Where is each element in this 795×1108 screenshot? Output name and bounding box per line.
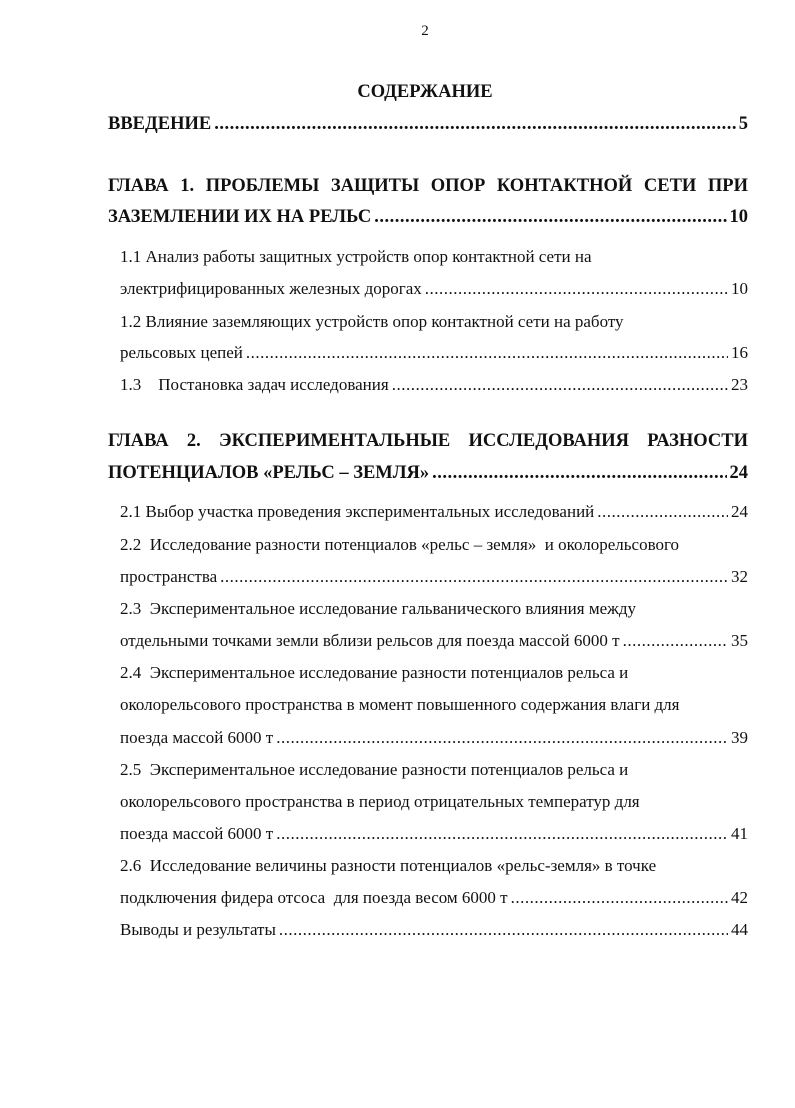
entry-title: подключения фидера отсоса для поезда весом 6000 т <box>120 888 508 907</box>
page-title: СОДЕРЖАНИЕ <box>357 82 493 102</box>
entry-title: ЗАЗЕМЛЕНИИ ИХ НА РЕЛЬС <box>108 207 372 227</box>
dot-leader <box>220 566 728 588</box>
dot-leader <box>432 462 726 484</box>
toc-s2-3-line1[interactable]: 2.3 Экспериментальное исследование гальванического влияния между <box>120 599 637 618</box>
entry-page: 10 <box>729 207 748 227</box>
dot-leader <box>623 630 728 652</box>
entry-page: 39 <box>731 728 748 747</box>
entry-page: 42 <box>731 888 748 907</box>
toc-conclusions[interactable] <box>120 919 748 941</box>
toc-s2-5-line3[interactable] <box>120 823 748 845</box>
dot-leader <box>392 374 728 396</box>
entry-title: ПОТЕНЦИАЛОВ «РЕЛЬС – ЗЕМЛЯ» <box>108 463 430 483</box>
entry-page: 23 <box>731 375 748 394</box>
toc-s2-6-line1[interactable]: 2.6 Исследование величины разности потенциалов «рельс-земля» в точке <box>120 856 657 875</box>
toc-s2-2-line1[interactable]: 2.2 Исследование разности потенциалов «рельс – земля» и околорельсового <box>120 535 680 554</box>
dot-leader <box>246 342 728 364</box>
dot-leader <box>276 823 728 845</box>
entry-page: 16 <box>731 343 748 362</box>
entry-title: поезда массой 6000 т <box>120 824 274 843</box>
page-number: 2 <box>421 23 429 39</box>
toc-entry-intro[interactable] <box>108 113 748 135</box>
toc-s2-5-line1[interactable]: 2.5 Экспериментальное исследование разности потенциалов рельса и <box>120 760 629 779</box>
toc-s2-2-line2[interactable] <box>120 566 748 588</box>
entry-page: 35 <box>731 631 748 650</box>
dot-leader <box>276 727 728 749</box>
dot-leader <box>214 113 736 135</box>
toc-s1-2-line1[interactable]: 1.2 Влияние заземляющих устройств опор контактной сети на работу <box>120 312 624 331</box>
dot-leader <box>425 278 728 300</box>
entry-page: 10 <box>731 279 748 298</box>
entry-page: 24 <box>729 463 748 483</box>
entry-page: 41 <box>731 824 748 843</box>
entry-title: рельсовых цепей <box>120 343 243 362</box>
toc-s2-4-line1[interactable]: 2.4 Экспериментальное исследование разности потенциалов рельса и <box>120 663 629 682</box>
entry-title: пространства <box>120 567 218 586</box>
entry-title: Выводы и результаты <box>120 920 276 939</box>
entry-title: отдельными точками земли вблизи рельсов для поезда массой 6000 т <box>120 631 620 650</box>
toc-s2-4-line2[interactable]: околорельсового пространства в момент повышенного содержания влаги для <box>120 695 680 714</box>
toc-chapter1-line2[interactable] <box>108 206 748 228</box>
entry-title: 1.3 Постановка задач исследования <box>120 375 389 394</box>
entry-page: 5 <box>738 114 748 134</box>
toc-s1-2-line2[interactable] <box>120 342 748 364</box>
entry-title: электрифицированных железных дорогах <box>120 279 422 298</box>
entry-title: ВВЕДЕНИЕ <box>108 114 212 134</box>
dot-leader <box>374 206 726 228</box>
entry-page: 24 <box>731 502 748 521</box>
toc-s2-5-line2[interactable]: околорельсового пространства в период отрицательных температур для <box>120 792 640 811</box>
dot-leader <box>597 501 728 523</box>
toc-s1-1-line2[interactable] <box>120 278 748 300</box>
toc-s1-1-line1[interactable]: 1.1 Анализ работы защитных устройств опор контактной сети на <box>120 247 592 266</box>
entry-page: 32 <box>731 567 748 586</box>
entry-title: 2.1 Выбор участка проведения экспериментальных исследований <box>120 502 595 521</box>
dot-leader <box>511 887 728 909</box>
toc-chapter1-line1[interactable]: ГЛАВА 1. ПРОБЛЕМЫ ЗАЩИТЫ ОПОР КОНТАКТНОЙ СЕТИ ПРИ <box>108 176 748 196</box>
entry-title: поезда массой 6000 т <box>120 728 274 747</box>
toc-s1-3[interactable] <box>120 374 748 396</box>
toc-chapter2-line1[interactable]: ГЛАВА 2. ЭКСПЕРИМЕНТАЛЬНЫЕ ИССЛЕДОВАНИЯ РАЗНОСТИ <box>108 431 748 451</box>
toc-s2-1[interactable] <box>120 501 748 523</box>
toc-s2-6-line2[interactable] <box>120 887 748 909</box>
toc-s2-3-line2[interactable] <box>120 630 748 652</box>
toc-chapter2-line2[interactable] <box>108 462 748 484</box>
entry-page: 44 <box>731 920 748 939</box>
dot-leader <box>279 919 728 941</box>
toc-s2-4-line3[interactable] <box>120 727 748 749</box>
